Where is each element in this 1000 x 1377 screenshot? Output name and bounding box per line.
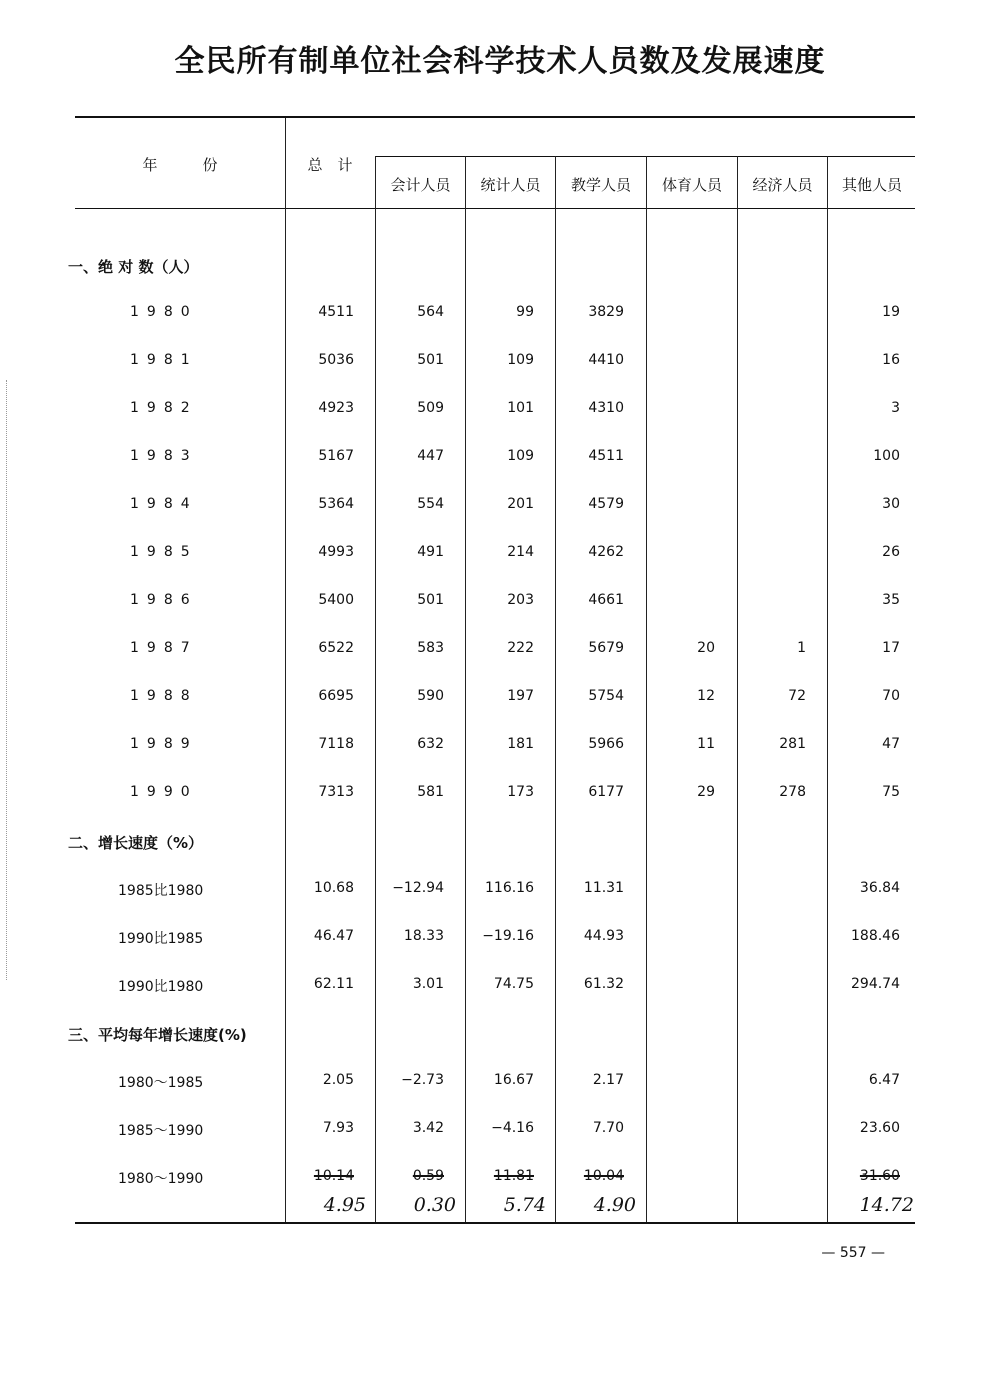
cell-total: 5364 [318,496,354,512]
header-bottom-rule-right [375,208,915,209]
row-label: 1980～1985 [118,1075,204,1091]
cell-stat: 201 [507,496,534,512]
cell-total: 5167 [318,448,354,464]
cell-teach: 10.04 [583,1168,624,1184]
cell-other: 23.60 [859,1120,900,1136]
cell-other: 47 [882,736,900,752]
cell-teach: 4661 [588,592,624,608]
cell-stat: 197 [507,688,534,704]
cell-acc: 590 [417,688,444,704]
cell-teach: 5754 [588,688,624,704]
cell-stat: 74.75 [493,976,534,992]
cell-sport: 11 [697,736,715,752]
cell-total: 10.14 [313,1168,354,1184]
cell-other: 26 [882,544,900,560]
cell-other: 36.84 [859,880,900,896]
cell-acc: 581 [417,784,444,800]
row-year: 1989 [130,736,198,752]
cell-total: 2.05 [322,1072,354,1088]
table-top-rule [75,116,915,118]
handwritten-total: 4.95 [323,1194,366,1216]
cell-other: 6.47 [868,1072,900,1088]
row-year: 1982 [130,400,198,416]
cell-other: 188.46 [851,928,900,944]
cell-other: 3 [891,400,900,416]
header-statistics: 统计人员 [480,176,541,194]
cell-stat: 11.81 [493,1168,534,1184]
cell-stat: 16.67 [493,1072,534,1088]
cell-teach: 7.70 [592,1120,624,1136]
cell-acc: 501 [417,592,444,608]
cell-other: 70 [882,688,900,704]
cell-total: 10.68 [313,880,354,896]
cell-teach: 11.31 [583,880,624,896]
cell-acc: 509 [417,400,444,416]
cell-total: 62.11 [313,976,354,992]
cell-stat: 109 [507,352,534,368]
cell-econ: 278 [779,784,806,800]
cell-teach: 4310 [588,400,624,416]
cell-total: 7.93 [322,1120,354,1136]
row-label: 1990比1985 [118,931,204,947]
cell-total: 4993 [318,544,354,560]
cell-teach: 3829 [588,304,624,320]
header-economic: 经济人员 [752,176,813,194]
header-sub-top-rule [375,156,915,157]
handwritten-statistics: 5.74 [503,1194,546,1216]
cell-total: 7313 [318,784,354,800]
section-avg-growth: 三、平均每年增长速度(%) [68,1026,247,1044]
cell-acc: 564 [417,304,444,320]
cell-total: 6522 [318,640,354,656]
cell-stat: 116.16 [485,880,534,896]
row-label: 1990比1980 [118,979,204,995]
page-title: 全民所有制单位社会科学技术人员数及发展速度 [174,44,826,79]
cell-stat: 222 [507,640,534,656]
cell-other: 30 [882,496,900,512]
cell-acc: −12.94 [392,880,444,896]
cell-acc: 0.59 [412,1168,444,1184]
cell-other: 294.74 [851,976,900,992]
cell-acc: 554 [417,496,444,512]
cell-sport: 12 [697,688,715,704]
cell-other: 100 [873,448,900,464]
cell-econ: 281 [779,736,806,752]
handwritten-other: 14.72 [859,1194,914,1216]
cell-teach: 4410 [588,352,624,368]
scan-margin-dots [6,380,8,980]
header-accounting: 会计人员 [390,176,451,194]
cell-stat: 99 [516,304,534,320]
cell-stat: −19.16 [482,928,534,944]
cell-teach: 2.17 [592,1072,624,1088]
header-sports: 体育人员 [661,176,722,194]
row-year: 1985 [130,544,198,560]
header-total: 总 计 [307,156,353,174]
row-year: 1980 [130,304,198,320]
cell-acc: 491 [417,544,444,560]
cell-other: 16 [882,352,900,368]
cell-stat: 101 [507,400,534,416]
handwritten-teaching: 4.90 [593,1194,636,1216]
page-number: — 557 — [821,1245,885,1261]
cell-total: 5036 [318,352,354,368]
cell-teach: 4262 [588,544,624,560]
cell-acc: −2.73 [401,1072,444,1088]
cell-teach: 5679 [588,640,624,656]
cell-other: 75 [882,784,900,800]
row-year: 1984 [130,496,198,512]
column-divider [285,118,286,1222]
cell-acc: 3.42 [412,1120,444,1136]
cell-teach: 4511 [588,448,624,464]
cell-stat: −4.16 [491,1120,534,1136]
row-label: 1985比1980 [118,883,204,899]
row-year: 1988 [130,688,198,704]
cell-teach: 44.93 [583,928,624,944]
row-year: 1987 [130,640,198,656]
cell-teach: 4579 [588,496,624,512]
cell-acc: 583 [417,640,444,656]
row-year: 1983 [130,448,198,464]
cell-teach: 61.32 [583,976,624,992]
cell-acc: 18.33 [403,928,444,944]
cell-other: 31.60 [859,1168,900,1184]
cell-teach: 5966 [588,736,624,752]
cell-other: 35 [882,592,900,608]
section-absolute: 一、绝 对 数（人） [68,258,199,276]
header-bottom-rule-left [75,208,375,209]
row-label: 1985～1990 [118,1123,204,1139]
cell-stat: 173 [507,784,534,800]
cell-econ: 72 [788,688,806,704]
cell-stat: 203 [507,592,534,608]
header-teaching: 教学人员 [570,176,631,194]
cell-total: 5400 [318,592,354,608]
cell-total: 6695 [318,688,354,704]
cell-acc: 447 [417,448,444,464]
cell-stat: 214 [507,544,534,560]
cell-other: 19 [882,304,900,320]
cell-total: 7118 [318,736,354,752]
cell-acc: 632 [417,736,444,752]
cell-stat: 181 [507,736,534,752]
row-year: 1990 [130,784,198,800]
row-year: 1981 [130,352,198,368]
cell-sport: 20 [697,640,715,656]
handwritten-accounting: 0.30 [413,1194,456,1216]
cell-acc: 3.01 [412,976,444,992]
cell-acc: 501 [417,352,444,368]
header-year: 年 份 [142,156,218,174]
cell-total: 4923 [318,400,354,416]
cell-other: 17 [882,640,900,656]
header-other: 其他人员 [841,176,902,194]
section-growth: 二、增长速度（%） [68,834,204,852]
table-bottom-rule [75,1222,915,1224]
cell-stat: 109 [507,448,534,464]
row-label: 1980～1990 [118,1171,204,1187]
cell-econ: 1 [797,640,806,656]
cell-sport: 29 [697,784,715,800]
cell-teach: 6177 [588,784,624,800]
cell-total: 46.47 [313,928,354,944]
row-year: 1986 [130,592,198,608]
cell-total: 4511 [318,304,354,320]
